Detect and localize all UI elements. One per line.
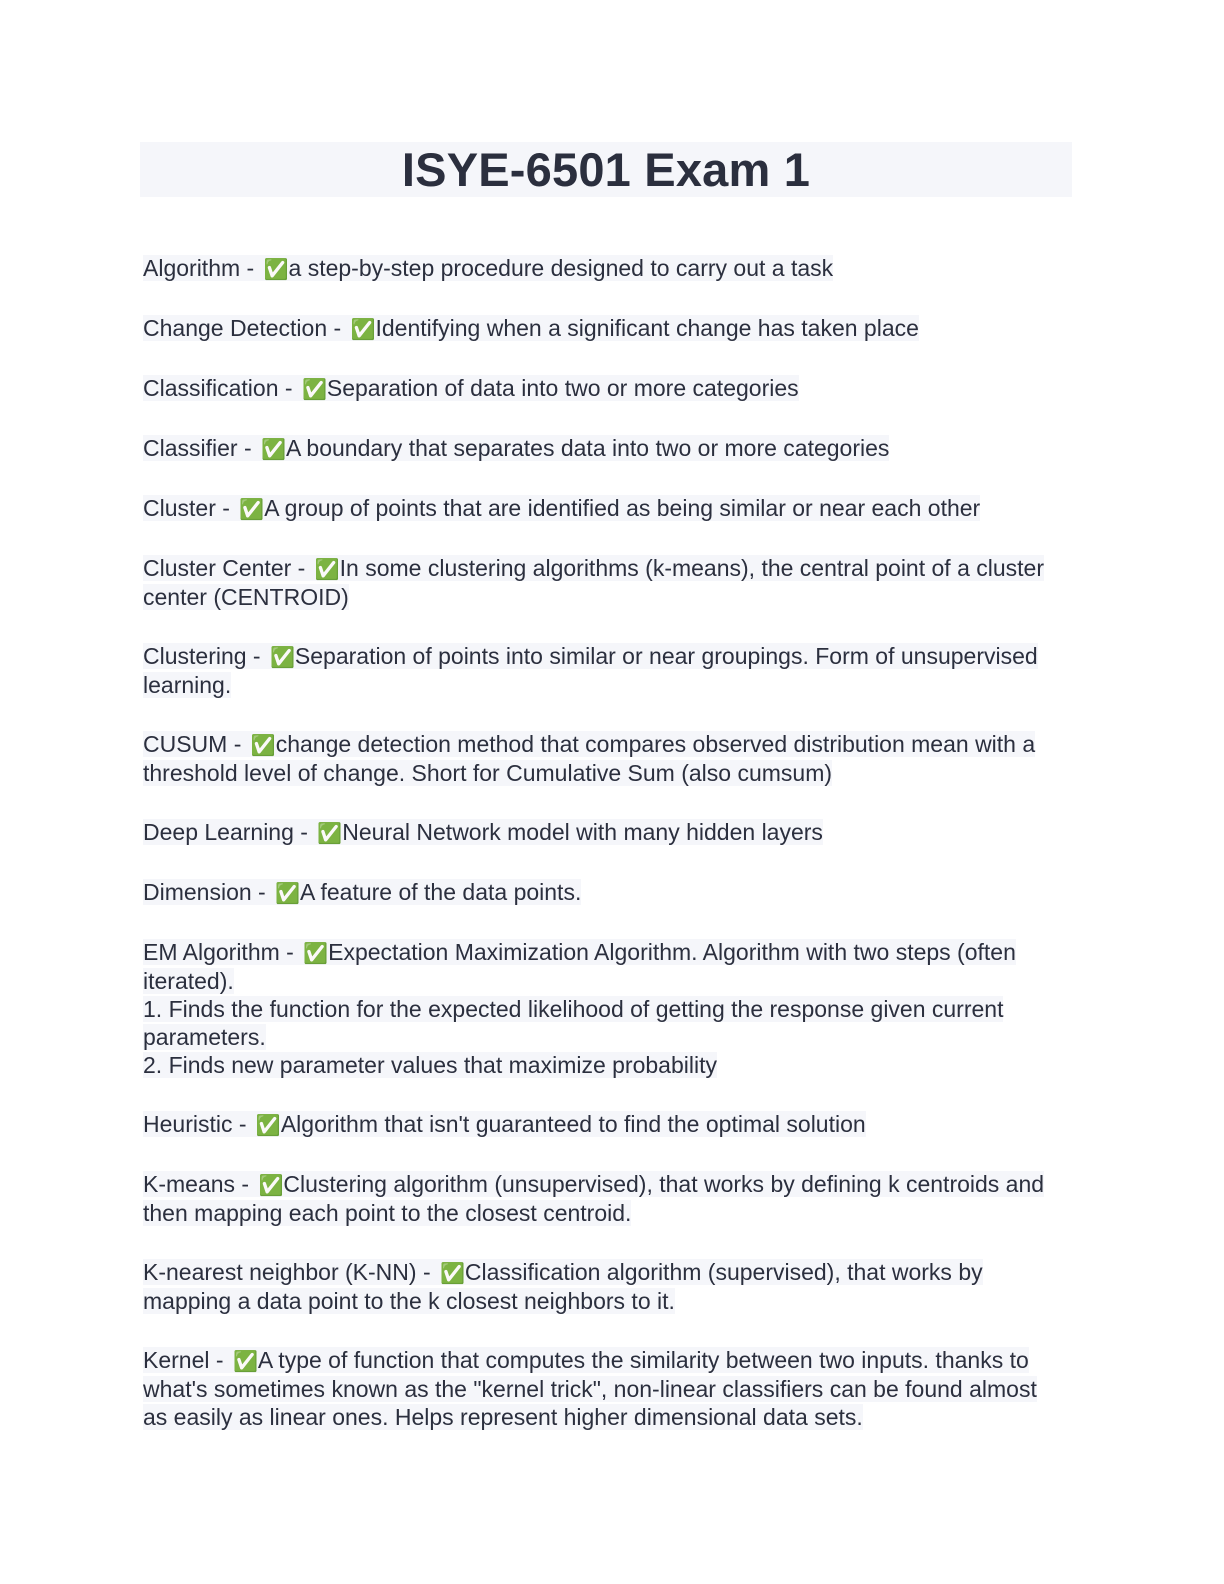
entry-definition: Expectation Maximization Algorithm. Algorithm with two steps (often <box>328 939 1016 965</box>
entry-continuation-line <box>143 1199 1072 1227</box>
entry-first-line <box>143 314 1072 343</box>
highlight-band <box>143 1024 266 1050</box>
entry-definition: A group of points that are identified as being similar or near each other <box>264 495 981 521</box>
glossary-entry <box>143 730 1072 787</box>
entry-continuation-line <box>143 1403 1072 1431</box>
entry-term: K-nearest neighbor (K-NN) <box>143 1259 417 1285</box>
entry-term: Cluster <box>143 495 216 521</box>
entry-continuation-line <box>143 671 1072 699</box>
glossary-entry <box>143 1110 1072 1139</box>
entry-term: Heuristic <box>143 1111 233 1137</box>
check-mark-icon: ✅ <box>250 733 276 757</box>
highlight-band: Clustering - ✅Separation of points into similar or near groupings. Form of unsupervised <box>143 643 1038 669</box>
entry-first-line <box>143 1346 1072 1375</box>
entry-definition: Separation of data into two or more categories <box>326 375 799 401</box>
highlight-band <box>143 1376 1037 1402</box>
entry-first-line <box>143 818 1072 847</box>
check-mark-icon: ✅ <box>258 1173 284 1197</box>
entry-definition: then mapping each point to the closest centroid. <box>143 1200 632 1226</box>
entry-term: Algorithm <box>143 255 241 281</box>
highlight-band <box>143 1404 863 1430</box>
highlight-band: Dimension - ✅A feature of the data points. <box>143 879 582 905</box>
check-mark-icon: ✅ <box>239 497 265 521</box>
entry-definition: iterated). <box>143 968 234 994</box>
entry-definition: center (CENTROID) <box>143 584 349 610</box>
entry-definition: Algorithm that isn't guaranteed to find the optimal solution <box>280 1111 866 1137</box>
entry-definition: parameters. <box>143 1024 266 1050</box>
entry-definition: Identifying when a significant change has taken place <box>375 315 919 341</box>
entry-continuation-line <box>143 967 1072 995</box>
entry-first-line <box>143 642 1072 671</box>
entry-definition: A feature of the data points. <box>300 879 582 905</box>
entry-first-line <box>143 1258 1072 1287</box>
entry-term: Classification <box>143 375 279 401</box>
entry-definition: a step-by-step procedure designed to carry out a task <box>288 255 834 281</box>
entry-definition: In some clustering algorithms (k-means), the central point of a cluster <box>339 555 1044 581</box>
glossary-entry <box>143 878 1072 907</box>
entry-first-line <box>143 730 1072 759</box>
entry-continuation-line <box>143 1287 1072 1315</box>
document-page <box>140 142 1072 1462</box>
glossary-entry <box>143 314 1072 343</box>
highlight-band <box>143 1200 631 1226</box>
entry-term: Kernel <box>143 1347 210 1373</box>
entry-definition: Separation of points into similar or near groupings. Form of unsupervised <box>294 643 1038 669</box>
check-mark-icon: ✅ <box>255 1113 281 1137</box>
highlight-band <box>143 968 234 994</box>
entry-definition: A boundary that separates data into two or more categories <box>285 435 890 461</box>
highlight-band: K-means - ✅Clustering algorithm (unsupervised), that works by defining k centroids and <box>143 1171 1045 1197</box>
highlight-band <box>143 672 231 698</box>
entry-term: Classifier <box>143 435 238 461</box>
entry-first-line <box>143 434 1072 463</box>
check-mark-icon: ✅ <box>301 377 327 401</box>
entry-definition: Neural Network model with many hidden layers <box>342 819 823 845</box>
entry-definition: A type of function that computes the similarity between two inputs. thanks to <box>257 1347 1029 1373</box>
entry-definition: learning. <box>143 672 232 698</box>
glossary-entry <box>143 554 1072 611</box>
glossary-entry <box>143 1346 1072 1431</box>
entry-definition: mapping a data point to the k closest neighbors to it. <box>143 1288 675 1314</box>
highlight-band: Classification - ✅Separation of data into two or more categories <box>143 375 799 401</box>
highlight-band: Classifier - ✅A boundary that separates data into two or more categories <box>143 435 890 461</box>
highlight-band <box>143 584 349 610</box>
entry-term: CUSUM <box>143 731 228 757</box>
entry-first-line <box>143 878 1072 907</box>
entry-term: Dimension <box>143 879 252 905</box>
entry-continuation-line <box>143 1023 1072 1051</box>
highlight-band <box>143 1288 675 1314</box>
entry-term: Deep Learning <box>143 819 294 845</box>
entry-first-line <box>143 1170 1072 1199</box>
glossary-entry <box>143 494 1072 523</box>
entry-continuation-line <box>143 759 1072 787</box>
entry-definition: 1. Finds the function for the expected likelihood of getting the response given current <box>143 996 1004 1022</box>
glossary-entry <box>143 818 1072 847</box>
glossary-entry <box>143 254 1072 283</box>
check-mark-icon: ✅ <box>350 317 376 341</box>
highlight-band: Algorithm - ✅a step-by-step procedure designed to carry out a task <box>143 255 834 281</box>
check-mark-icon: ✅ <box>317 821 343 845</box>
entry-continuation-line <box>143 583 1072 611</box>
entry-definition: threshold level of change. Short for Cumulative Sum (also cumsum) <box>143 760 833 786</box>
highlight-band: Cluster Center - ✅In some clustering algorithms (k-means), the central point of a cluster <box>143 555 1044 581</box>
entry-term: EM Algorithm <box>143 939 280 965</box>
glossary-entry <box>143 374 1072 403</box>
highlight-band <box>143 996 1003 1022</box>
glossary-entry <box>143 1258 1072 1315</box>
entry-first-line <box>143 374 1072 403</box>
check-mark-icon: ✅ <box>270 645 295 669</box>
entry-term: Clustering <box>143 643 247 669</box>
highlight-band: Kernel - ✅A type of function that computes the similarity between two inputs. thanks to <box>143 1347 1029 1373</box>
entry-first-line <box>143 494 1072 523</box>
highlight-band: Cluster - ✅A group of points that are identified as being similar or near each other <box>143 495 981 521</box>
highlight-band: Change Detection - ✅Identifying when a significant change has taken place <box>143 315 919 341</box>
highlight-band <box>143 1052 717 1078</box>
entry-term: K-means <box>143 1171 236 1197</box>
entry-first-line <box>143 254 1072 283</box>
entry-definition: 2. Finds new parameter values that maximize probability <box>143 1052 717 1078</box>
title-band <box>140 142 1072 197</box>
check-mark-icon: ✅ <box>440 1261 465 1285</box>
check-mark-icon: ✅ <box>232 1349 258 1373</box>
entry-first-line <box>143 938 1072 967</box>
highlight-band <box>143 760 832 786</box>
entry-definition: Clustering algorithm (unsupervised), that works by defining k centroids and <box>283 1171 1045 1197</box>
highlight-band: CUSUM - ✅change detection method that compares observed distribution mean with a <box>143 731 1036 757</box>
glossary-list <box>140 254 1072 1431</box>
entry-definition: what's sometimes known as the "kernel trick", non-linear classifiers can be found almost <box>143 1376 1037 1402</box>
check-mark-icon: ✅ <box>263 257 289 281</box>
entry-continuation-line <box>143 1375 1072 1403</box>
page-title: ISYE-6501 Exam 1 <box>401 143 811 196</box>
entry-first-line <box>143 1110 1072 1139</box>
entry-term: Cluster Center <box>143 555 292 581</box>
glossary-entry <box>143 1170 1072 1227</box>
entry-continuation-line <box>143 995 1072 1023</box>
check-mark-icon: ✅ <box>303 941 329 965</box>
entry-first-line <box>143 554 1072 583</box>
entry-definition: change detection method that compares observed distribution mean with a <box>275 731 1036 757</box>
check-mark-icon: ✅ <box>275 881 301 905</box>
highlight-band: Heuristic - ✅Algorithm that isn't guaranteed to find the optimal solution <box>143 1111 866 1137</box>
entry-definition: Classification algorithm (supervised), that works by <box>464 1259 983 1285</box>
glossary-entry <box>143 434 1072 463</box>
entry-continuation-line <box>143 1051 1072 1079</box>
check-mark-icon: ✅ <box>314 557 340 581</box>
highlight-band: EM Algorithm - ✅Expectation Maximization Algorithm. Algorithm with two steps (often <box>143 939 1016 965</box>
highlight-band: K-nearest neighbor (K-NN) - ✅Classification algorithm (supervised), that works by <box>143 1259 983 1285</box>
entry-definition: as easily as linear ones. Helps represent higher dimensional data sets. <box>143 1404 863 1430</box>
entry-term: Change Detection <box>143 315 328 341</box>
check-mark-icon: ✅ <box>261 437 286 461</box>
highlight-band: Deep Learning - ✅Neural Network model with many hidden layers <box>143 819 823 845</box>
glossary-entry <box>143 938 1072 1079</box>
glossary-entry <box>143 642 1072 699</box>
